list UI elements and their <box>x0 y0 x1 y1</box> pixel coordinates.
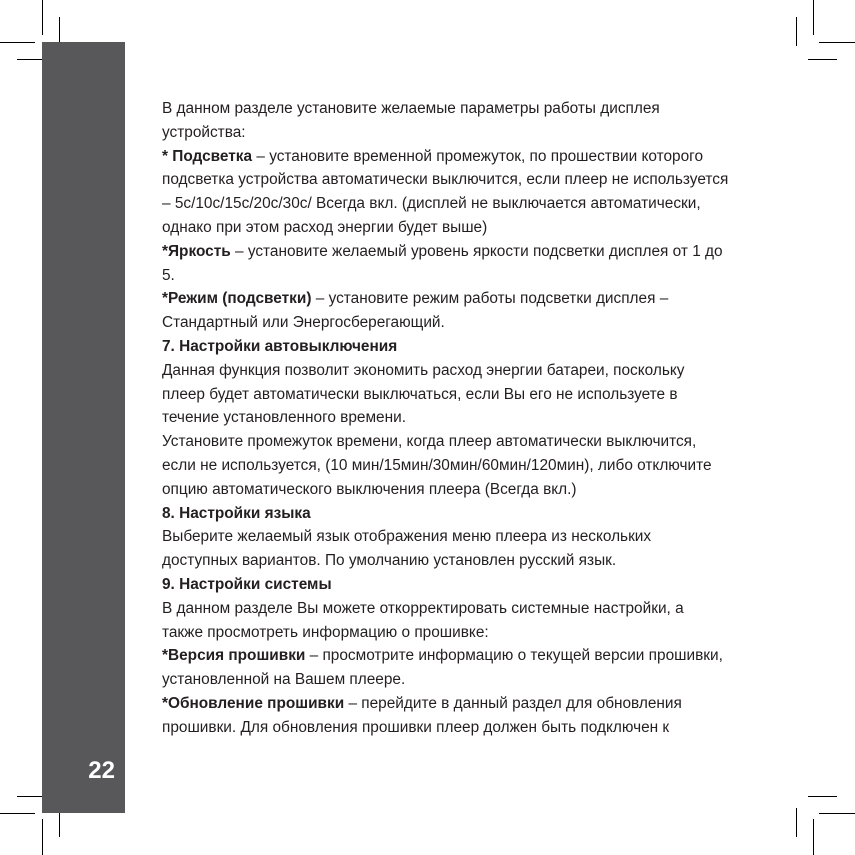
text-line <box>162 478 782 502</box>
line-text: подсветка устройства автоматически выключится, если плеер не используется <box>162 171 729 189</box>
line-text: установленной на Вашем плеере. <box>162 671 406 689</box>
crop-mark <box>813 819 814 855</box>
line-text: Установите промежуток времени, когда плеер автоматически выключится, <box>162 433 697 451</box>
line-text: – 5с/10с/15с/20с/30с/ Всегда вкл. (дисплей не выключается автоматически, <box>162 195 701 213</box>
text-line <box>162 621 782 645</box>
text-line <box>162 335 782 359</box>
line-text: В данном разделе Вы можете откорректировать системные настройки, а <box>162 599 684 617</box>
line-text: плеер будет автоматически выключаться, если Вы его не используете в <box>162 385 678 403</box>
text-line <box>162 264 782 288</box>
line-text: если не используется, (10 мин/15мин/30мин/60мин/120мин), либо отключите <box>162 456 712 474</box>
text-line <box>162 573 782 597</box>
line-text: доступных вариантов. По умолчанию установлен русский язык. <box>162 552 617 570</box>
text-line <box>162 454 782 478</box>
line-text: прошивки. Для обновления прошивки плеер должен быть подключен к <box>162 718 670 736</box>
line-text: однако при этом расход энергии будет выше) <box>162 218 488 236</box>
line-text: – просмотрите информацию о текущей версии прошивки, <box>305 647 723 665</box>
text-line <box>162 502 782 526</box>
text-line <box>162 716 782 740</box>
text-line <box>162 311 782 335</box>
text-line <box>162 287 782 311</box>
crop-mark <box>813 0 814 35</box>
text-line <box>162 668 782 692</box>
line-text: Стандартный или Энергосберегающий. <box>162 314 445 332</box>
line-text: – перейдите в данный раздел для обновления <box>344 694 682 712</box>
bold-term: 8. Настройки языка <box>162 504 311 522</box>
page-content <box>162 97 782 740</box>
text-line <box>162 359 782 383</box>
bold-term: *Обновление прошивки <box>162 694 345 712</box>
crop-mark <box>819 42 855 43</box>
bold-term: 7. Настройки автовыключения <box>162 337 398 355</box>
text-line <box>162 644 782 668</box>
page-number: 22 <box>88 757 115 784</box>
text-line <box>162 216 782 240</box>
crop-mark <box>42 819 43 855</box>
crop-mark <box>0 42 35 43</box>
crop-mark <box>0 813 35 814</box>
line-text: также просмотреть информацию о прошивке: <box>162 623 489 641</box>
text-line <box>162 383 782 407</box>
text-line <box>162 168 782 192</box>
text-line <box>162 240 782 264</box>
crop-mark <box>819 813 855 814</box>
line-text: – установите режим работы подсветки дисплея – <box>311 290 669 308</box>
text-line <box>162 192 782 216</box>
line-text: Выберите желаемый язык отображения меню плеера из нескольких <box>162 528 652 546</box>
text-line <box>162 525 782 549</box>
text-line <box>162 597 782 621</box>
line-text: В данном разделе установите желаемые параметры работы дисплея <box>162 100 660 117</box>
line-text: течение установленного времени. <box>162 409 406 427</box>
bold-term: *Версия прошивки <box>162 647 306 665</box>
line-text: устройства: <box>162 123 246 141</box>
line-text: опцию автоматического выключения плеера (Всегда вкл.) <box>162 480 577 498</box>
line-text: – установите желаемый уровень яркости подсветки дисплея от 1 до <box>230 242 723 260</box>
page-sidebar <box>42 42 125 813</box>
text-line <box>162 406 782 430</box>
text-line <box>162 549 782 573</box>
crop-mark <box>796 808 797 837</box>
line-text: – установите временной промежуток, по прошествии которого <box>252 147 703 165</box>
text-line <box>162 97 782 121</box>
crop-mark <box>42 0 43 35</box>
line-text: 5. <box>162 266 175 284</box>
line-text: Данная функция позволит экономить расход энергии батареи, поскольку <box>162 361 685 379</box>
crop-mark <box>796 17 797 46</box>
text-line <box>162 121 782 145</box>
bold-term: 9. Настройки системы <box>162 575 332 593</box>
crop-mark <box>808 59 837 60</box>
bold-term: * Подсветка <box>162 147 253 165</box>
bold-term: *Режим (подсветки) <box>162 290 312 308</box>
crop-mark <box>808 796 837 797</box>
text-line <box>162 430 782 454</box>
bold-term: *Яркость <box>162 242 231 260</box>
text-line <box>162 145 782 169</box>
text-line <box>162 692 782 716</box>
